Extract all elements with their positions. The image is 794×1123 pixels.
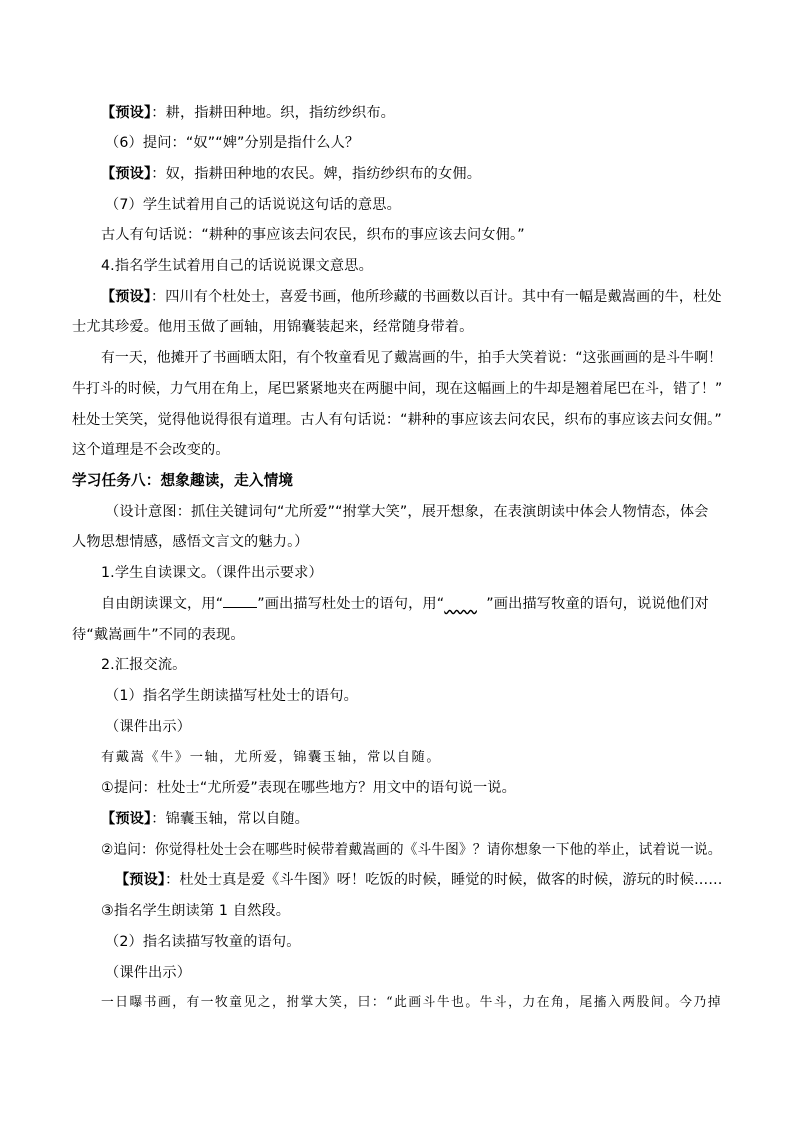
step-2: 2.汇报交流。 — [101, 657, 187, 673]
sub-step-1: （1）指名学生朗读描写杜处士的语句。 — [105, 688, 358, 704]
courseware-note: （课件出示） — [105, 719, 192, 735]
step-1: 1.学生自读课文。（课件出示要求） — [101, 565, 323, 581]
wavy-line-mark — [444, 595, 486, 607]
design-intent-cont: 人物思想情感，感悟文言文的魅力。） — [72, 534, 309, 550]
preset-line-1 — [101, 104, 395, 122]
classical-quote: 有戴嵩《牛》一轴，尤所爱，锦囊玉轴，常以自随。 — [101, 750, 442, 765]
classical-quote: 一日曝书画，有一牧童见之，拊掌大笑，曰：“此画斗牛也。牛斗，力在角，尾搐入两股间。今乃掉 — [101, 995, 723, 1010]
instruction-cont: 待“戴嵩画牛”不同的表现。 — [72, 627, 245, 643]
design-intent: （设计意图：抓住关键词句“尤所爱”“拊掌大笑”，展开想象，在表演朗读中体会人物情态，体会 — [105, 504, 709, 520]
preset-label: 【预设】 — [101, 811, 152, 827]
instruction-part: ”画出描写杜处士的语句，用“ — [257, 596, 445, 612]
step-3: ③指名学生朗读第 1 自然段。 — [101, 903, 291, 919]
preset-line-5 — [115, 871, 723, 889]
paragraph-line: 有一天，他摊开了书画晒太阳，有个牧童看见了戴嵩画的牛，拍手大笑着说：“这张画画的是斗牛啊！ — [101, 350, 723, 366]
instruction-part: ”画出描写牧童的语句，说说他们对 — [486, 596, 709, 612]
solid-line-mark — [223, 595, 257, 608]
preset-text: ：杜处士真是爱《斗牛图》呀！吃饭的时候，睡觉的时候，做客的时候，游玩的时候…… — [165, 872, 723, 888]
preset-line-2 — [101, 165, 481, 183]
ancient-saying: 古人有句话说：“耕种的事应该去问农民，织布的事应该去问女佣。” — [101, 227, 525, 243]
paragraph-line: 士尤其珍爱。他用玉做了画轴，用锦囊装起来，经常随身带着。 — [72, 319, 474, 335]
instruction-line — [101, 595, 709, 613]
question-6: （6）提问：“奴”“婢”分别是指什么人？ — [105, 135, 360, 151]
question-2: ②追问：你觉得杜处士会在哪些时候带着戴嵩画的《斗牛图》？请你想象一下他的举止，试着说一说。 — [101, 842, 722, 858]
preset-label: 【预设】 — [115, 872, 166, 888]
preset-text: ：耕，指耕田种地。织，指纺纱织布。 — [151, 105, 396, 121]
preset-label: 【预设】 — [101, 289, 152, 305]
preset-line-3 — [101, 288, 722, 306]
preset-label: 【预设】 — [101, 166, 152, 182]
preset-text: ：奴，指耕田种地的农民。婢，指纺纱织布的女佣。 — [151, 166, 482, 182]
instruction-part: 自由朗读课文，用“ — [101, 596, 224, 612]
courseware-note: （课件出示） — [105, 965, 192, 981]
question-1: ①提问：杜处士“尤所爱”表现在哪些地方？用文中的语句说一说。 — [101, 780, 516, 796]
preset-text: ：锦囊玉轴，常以自随。 — [151, 811, 309, 827]
step-4: 4.指名学生试着用自己的话说说课文意思。 — [101, 258, 373, 274]
preset-text: ：四川有个杜处士，喜爱书画，他所珍藏的书画数以百计。其中有一幅是戴嵩画的牛，杜处 — [151, 289, 722, 305]
paragraph-line: 这个道理是不会改变的。 — [72, 442, 230, 458]
paragraph-line: 杜处士笑笑，觉得他说得很有道理。古人有句话说：“耕种的事应该去问农民，织布的事应该去问女佣。” — [72, 412, 722, 428]
preset-line-4 — [101, 810, 309, 828]
section-heading: 学习任务八：想象趣读，走入情境 — [72, 472, 294, 489]
paragraph-line: 牛打斗的时候，力气用在角上，尾巴紧紧地夹在两腿中间，现在这幅画上的牛却是翘着尾巴在斗，错了！” — [72, 381, 723, 397]
sub-step-2: （2）指名读描写牧童的语句。 — [105, 934, 301, 950]
preset-label: 【预设】 — [101, 105, 152, 121]
question-7: （7）学生试着用自己的话说说这句话的意思。 — [105, 197, 401, 213]
